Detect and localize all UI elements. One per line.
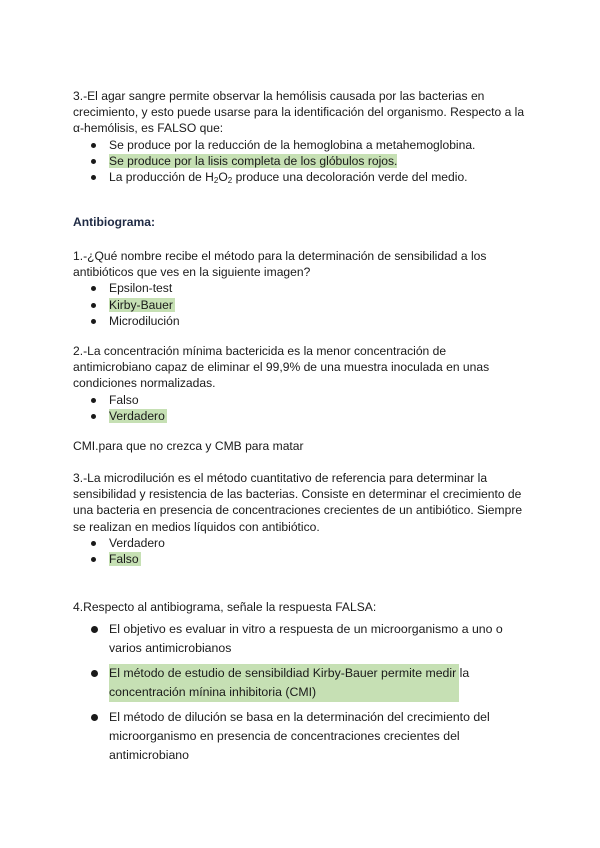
section-heading: Antibiograma: xyxy=(73,215,155,229)
option-text: antimicrobiano xyxy=(109,748,189,762)
option-item-correct xyxy=(73,408,538,424)
bullet-icon xyxy=(91,159,96,164)
option-text: La producción de H xyxy=(109,170,214,185)
question-line: antimicrobiano capaz de eliminar el 99,9% de una muestra inoculada en unas xyxy=(73,360,490,375)
question-1 xyxy=(73,248,538,329)
option-text-highlighted: El método de estudio de sensibildiad Kirby-Bauer permite medir la xyxy=(109,664,459,683)
option-text-highlighted: Verdadero xyxy=(109,408,165,423)
question-4-options xyxy=(73,620,543,765)
option-item xyxy=(73,620,509,658)
option-text: produce una decoloración verde del medio. xyxy=(232,170,468,185)
option-text: microorganismo en presencia de concentraciones crecientes del xyxy=(109,729,460,743)
option-text: Epsilon-test xyxy=(109,281,173,296)
bullet-icon xyxy=(91,414,96,419)
question-line: antibióticos que ves en la siguiente imagen? xyxy=(73,265,311,280)
option-list xyxy=(73,137,538,186)
option-item-correct xyxy=(73,153,538,169)
option-item xyxy=(73,708,509,765)
option-list xyxy=(73,280,538,329)
bullet-icon xyxy=(91,670,98,677)
option-text: Microdilución xyxy=(109,313,180,328)
bullet-icon xyxy=(91,175,96,180)
option-list xyxy=(73,392,538,424)
question-2 xyxy=(73,343,538,424)
question-4 xyxy=(73,599,538,615)
question-line: 3.-La microdilución es el método cuantitativo de referencia para determinar la xyxy=(73,471,488,485)
bullet-icon xyxy=(91,398,96,403)
bullet-icon xyxy=(91,557,96,562)
option-text: varios antimicrobianos xyxy=(109,641,232,655)
bullet-icon xyxy=(91,319,96,324)
option-text: O xyxy=(218,170,228,185)
option-item xyxy=(73,535,538,551)
option-text: Se produce por la reducción de la hemoglobina a metahemoglobina. xyxy=(109,137,476,152)
bullet-icon xyxy=(91,714,98,721)
bullet-icon xyxy=(91,303,96,308)
question-line: se realizan en medios líquidos con antibiótico. xyxy=(73,519,320,534)
subscript: 2 xyxy=(213,176,219,186)
option-text-highlighted: Kirby-Bauer xyxy=(109,297,173,312)
option-text-highlighted: Falso xyxy=(109,552,139,567)
option-item xyxy=(73,137,538,153)
bullet-icon xyxy=(91,286,96,291)
option-text-highlighted: concentración mínina inhibitoria (CMI) xyxy=(109,683,459,702)
option-item xyxy=(73,280,538,296)
question-line: sensibilidad y resistencia de las bacterias. Consiste en determinar el crecimiento de xyxy=(73,487,522,502)
option-item xyxy=(73,313,538,329)
question-line: 1.-¿Qué nombre recibe el método para la determinación de sensibilidad a los xyxy=(73,249,487,263)
option-text: El objetivo es evaluar in vitro a respuesta de un microorganismo a uno o xyxy=(109,622,503,636)
question-line: α-hemólisis, es FALSO que: xyxy=(73,121,224,136)
question-agar-hemolisis xyxy=(73,88,538,185)
question-line: 3.-El agar sangre permite observar la hemólisis causada por las bacterias en xyxy=(73,89,485,103)
option-text-highlighted: Se produce por la lisis completa de los glóbulos rojos. xyxy=(109,153,398,168)
question-line: 4.Respecto al antibiograma, señale la respuesta FALSA: xyxy=(73,600,377,614)
option-list xyxy=(73,535,538,567)
bullet-icon xyxy=(91,626,98,633)
option-text: El método de dilución se basa en la determinación del crecimiento del xyxy=(109,710,490,724)
option-text: Falso xyxy=(109,392,139,407)
question-3-microdilucion xyxy=(73,470,538,567)
bullet-icon xyxy=(91,143,96,148)
question-line: 2.-La concentración mínima bactericida es la menor concentración de xyxy=(73,344,447,358)
question-line: crecimiento, y esto puede usarse para la identificación del organismo. Respecto a la xyxy=(73,105,525,120)
option-text: Verdadero xyxy=(109,535,165,550)
option-item-correct xyxy=(73,664,509,702)
note-text: CMI.para que no crezca y CMB para matar xyxy=(73,439,304,453)
option-item-correct xyxy=(73,551,538,567)
bullet-icon xyxy=(91,541,96,546)
question-line: condiciones normalizadas. xyxy=(73,376,216,391)
option-item-correct xyxy=(73,297,538,313)
subscript: 2 xyxy=(227,176,233,186)
option-item xyxy=(73,392,538,408)
question-line: una bacteria en presencia de concentraciones crecientes de un antibiótico. Siempre xyxy=(73,503,523,518)
option-item xyxy=(73,169,538,185)
option-list xyxy=(73,620,543,765)
